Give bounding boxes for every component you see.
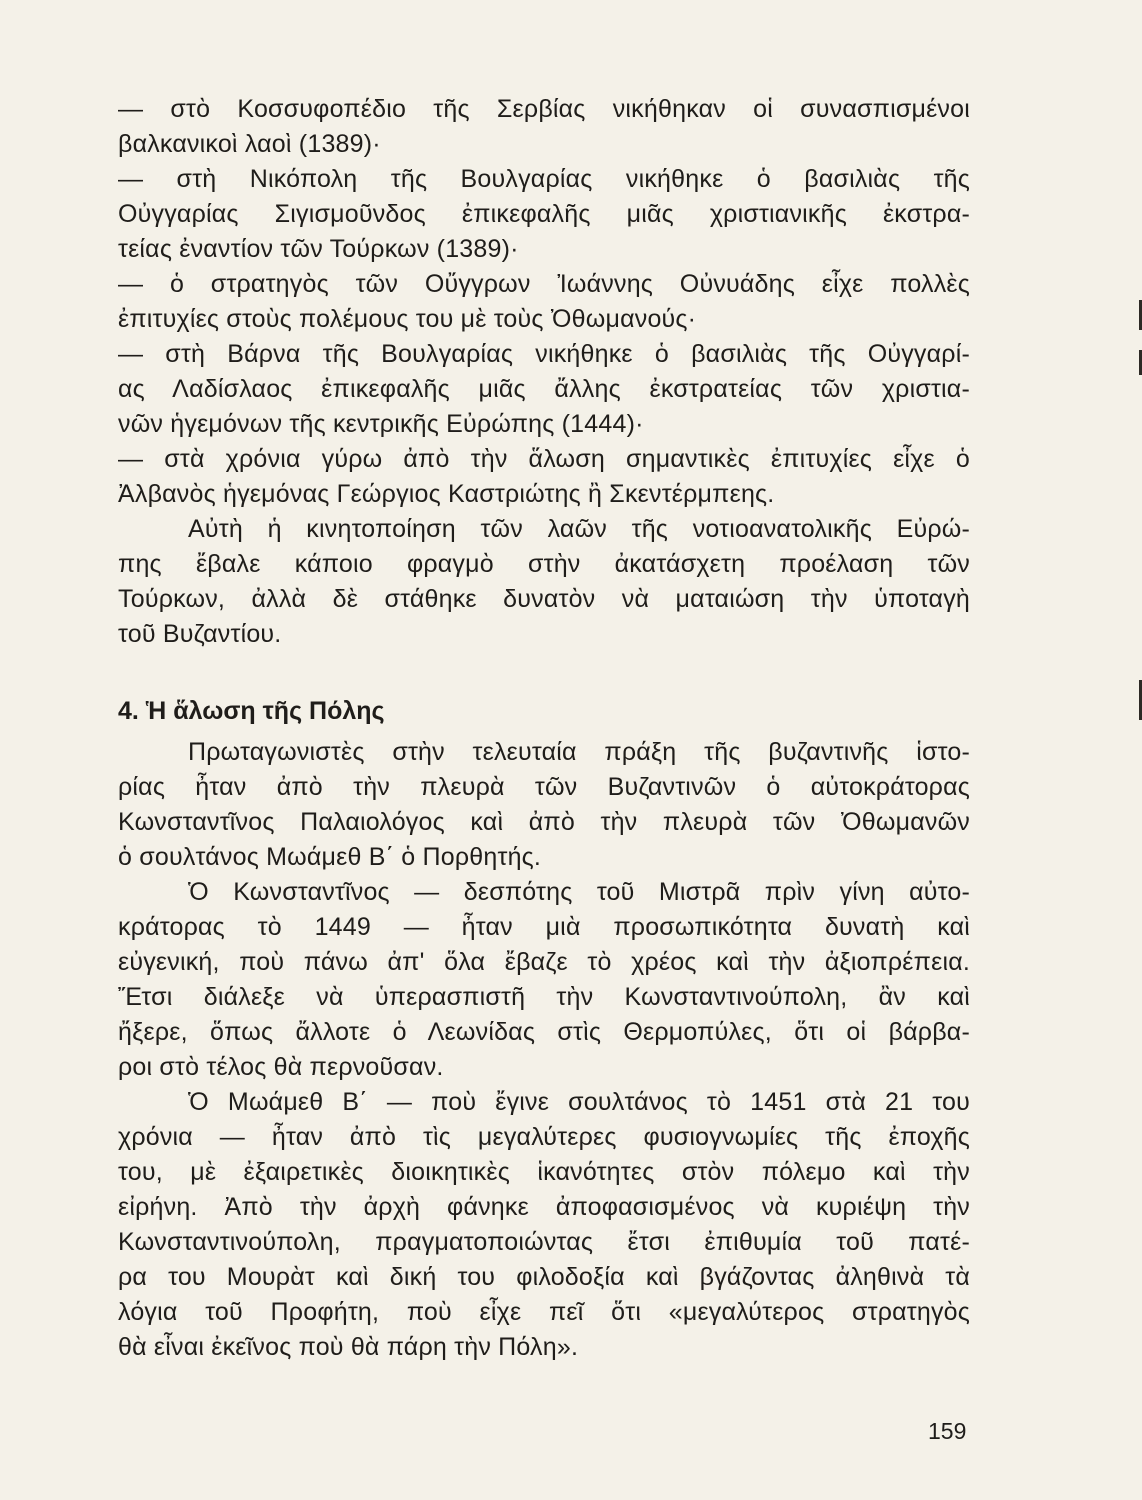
page-body bbox=[118, 92, 970, 1365]
text-line: ρίας ἦταν ἀπὸ τὴν πλευρὰ τῶν Βυζαντινῶν ὁ αὐτοκράτορας bbox=[118, 773, 970, 801]
section-heading: 4. Ἡ ἅλωση τῆς Πόλης bbox=[118, 697, 385, 725]
text-line: κράτορας τὸ 1449 — ἦταν μιὰ προσωπικότητα δυνατὴ καὶ bbox=[118, 913, 970, 941]
text-line: — στὰ χρόνια γύρω ἀπὸ τὴν ἅλωση σημαντικὲς ἐπιτυχίες εἶχε ὁ bbox=[118, 445, 970, 473]
text-line: πης ἔβαλε κάποιο φραγμὸ στὴν ἀκατάσχετη προέλαση τῶν bbox=[118, 550, 970, 578]
text-line: Ἔτσι διάλεξε νὰ ὑπερασπιστῆ τὴν Κωνσταντινούπολη, ἂν καὶ bbox=[118, 983, 970, 1011]
text-line: ἤξερε, ὅπως ἄλλοτε ὁ Λεωνίδας στὶς Θερμοπύλες, ὅτι οἱ βάρβα- bbox=[118, 1018, 970, 1046]
text-line: — στὴ Βάρνα τῆς Βουλγαρίας νικήθηκε ὁ βασιλιὰς τῆς Οὐγγαρί- bbox=[118, 340, 970, 368]
text-line: του, μὲ ἐξαιρετικὲς διοικητικὲς ἱκανότητες στὸν πόλεμο καὶ τὴν bbox=[118, 1158, 970, 1186]
text-line: εὐγενική, ποὺ πάνω ἀπ' ὅλα ἔβαζε τὸ χρέος καὶ τὴν ἀξιοπρέπεια. bbox=[118, 948, 970, 976]
text-line: ἐπιτυχίες στοὺς πολέμους του μὲ τοὺς Ὀθωμανούς· bbox=[118, 305, 697, 333]
page-number: 159 bbox=[928, 1418, 967, 1444]
paragraph-1 bbox=[118, 92, 970, 512]
text-line: Τούρκων, ἀλλὰ δὲ στάθηκε δυνατὸν νὰ ματαιώση τὴν ὑποταγὴ bbox=[118, 585, 970, 613]
text-line: Κωνσταντῖνος Παλαιολόγος καὶ ἀπὸ τὴν πλευρὰ τῶν Ὀθωμανῶν bbox=[118, 808, 970, 836]
text-line: Αὐτὴ ἡ κινητοποίηση τῶν λαῶν τῆς νοτιοανατολικῆς Εὐρώ- bbox=[188, 515, 970, 543]
text-line: εἰρήνη. Ἀπὸ τὴν ἀρχὴ φάνηκε ἀποφασισμένος νὰ κυριέψη τὴν bbox=[118, 1193, 970, 1221]
text-line: — στὴ Νικόπολη τῆς Βουλγαρίας νικήθηκε ὁ βασιλιὰς τῆς bbox=[118, 165, 970, 193]
text-line: Πρωταγωνιστὲς στὴν τελευταία πράξη τῆς βυζαντινῆς ἱστο- bbox=[188, 738, 970, 766]
paragraph-3 bbox=[118, 735, 970, 875]
text-line: Ὁ Μωάμεθ Β΄ — ποὺ ἔγινε σουλτάνος τὸ 1451 στὰ 21 του bbox=[188, 1088, 970, 1116]
text-line: — στὸ Κοσσυφοπέδιο τῆς Σερβίας νικήθηκαν οἱ συνασπισμένοι bbox=[118, 95, 970, 123]
text-line: Ἀλβανὸς ἡγεμόνας Γεώργιος Καστριώτης ἢ Σκεντέρμπεης. bbox=[118, 480, 775, 508]
text-line: νῶν ἡγεμόνων τῆς κεντρικῆς Εὐρώπης (1444)· bbox=[118, 410, 644, 438]
paragraph-5 bbox=[118, 1085, 970, 1365]
paragraph-4 bbox=[118, 875, 970, 1085]
text-line: ρα του Μουρὰτ καὶ δική του φιλοδοξία καὶ βγάζοντας ἀληθινὰ τὰ bbox=[118, 1263, 970, 1291]
text-line: ας Λαδίσλαος ἐπικεφαλῆς μιᾶς ἄλλης ἐκστρατείας τῶν χριστια- bbox=[118, 375, 970, 403]
text-line: ροι στὸ τέλος θὰ περνοῦσαν. bbox=[118, 1053, 444, 1081]
text-line: βαλκανικοὶ λαοὶ (1389)· bbox=[118, 130, 381, 158]
text-line: Ὁ Κωνσταντῖνος — δεσπότης τοῦ Μιστρᾶ πρὶν γίνη αὐτο- bbox=[188, 878, 970, 906]
text-line: Οὐγγαρίας Σιγισμοῦνδος ἐπικεφαλῆς μιᾶς χριστιανικῆς ἐκστρα- bbox=[118, 200, 970, 228]
paragraph-2 bbox=[118, 512, 970, 652]
text-line: λόγια τοῦ Προφήτη, ποὺ εἶχε πεῖ ὅτι «μεγαλύτερος στρατηγὸς bbox=[118, 1298, 970, 1326]
text-line: — ὁ στρατηγὸς τῶν Οὔγγρων Ἰωάννης Οὐνυάδης εἶχε πολλὲς bbox=[118, 270, 970, 298]
text-line: τοῦ Βυζαντίου. bbox=[118, 620, 282, 648]
text-line: ὁ σουλτάνος Μωάμεθ Β΄ ὁ Πορθητής. bbox=[118, 843, 542, 871]
text-line: θὰ εἶναι ἐκεῖνος ποὺ θὰ πάρη τὴν Πόλη». bbox=[118, 1333, 579, 1361]
text-line: Κωνσταντινούπολη, πραγματοποιώντας ἔτσι ἐπιθυμία τοῦ πατέ- bbox=[118, 1228, 970, 1256]
text-line: χρόνια — ἦταν ἀπὸ τὶς μεγαλύτερες φυσιογνωμίες τῆς ἐποχῆς bbox=[118, 1123, 970, 1151]
text-line: τείας ἐναντίον τῶν Τούρκων (1389)· bbox=[118, 235, 519, 263]
